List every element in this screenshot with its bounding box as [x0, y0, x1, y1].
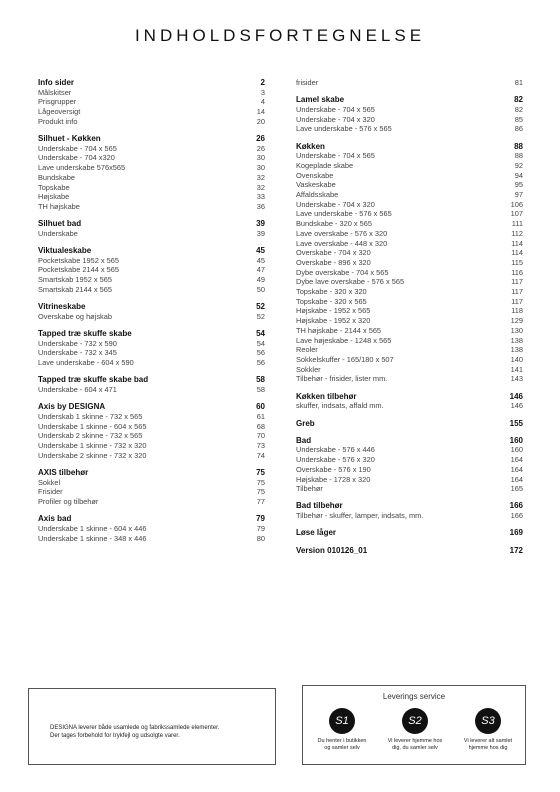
toc-entry-label: Underskabe [38, 228, 78, 238]
toc-entry-label: Underskabe - 732 x 345 [38, 348, 117, 358]
toc-section-heading[interactable] [296, 419, 523, 429]
toc-entry-page: 47 [256, 265, 265, 275]
toc-heading-page: 155 [509, 418, 523, 428]
toc-entry-page: 138 [510, 345, 523, 355]
toc-entry[interactable] [38, 144, 265, 154]
toc-heading-page: 79 [256, 514, 265, 524]
toc-entry[interactable] [296, 374, 523, 384]
service-s2 [380, 708, 450, 752]
toc-heading-label: Silhuet bad [38, 219, 82, 229]
toc-entry-label: Overskabe - 704 x 320 [296, 248, 371, 258]
toc-section-heading[interactable] [296, 501, 523, 511]
toc-entry-label: Prisgrupper [38, 97, 77, 107]
toc-entry-label: Lave overskabe - 448 x 320 [296, 238, 388, 248]
toc-entry[interactable] [38, 275, 265, 285]
toc-entry-label: Overskabe - 576 x 190 [296, 464, 371, 474]
toc-entry-label: Topskabe - 320 x 565 [296, 296, 367, 306]
toc-entry-label: skuffer, indsats, affald mm. [296, 401, 384, 411]
caption-line: dig, du samler selv [392, 745, 438, 751]
toc-entry-label: TH højskabe [38, 201, 80, 211]
caption-line: og samler selv [324, 745, 360, 751]
toc-entry-label: Frisider [38, 487, 63, 497]
toc-entry-page: 73 [256, 441, 265, 450]
toc-entry-label: Tilbehør [296, 484, 323, 494]
toc-entry[interactable] [296, 115, 523, 125]
toc-entry-label: Topskabe [38, 182, 70, 192]
toc-heading-label: Silhuet - Køkken [38, 134, 101, 144]
service-s3 [453, 708, 523, 752]
toc-entry[interactable] [38, 88, 265, 98]
toc-entry-label: Pocketskabe 2144 x 565 [38, 265, 119, 275]
toc-entry[interactable] [38, 183, 265, 193]
toc-section [296, 546, 523, 556]
toc-section [38, 134, 265, 212]
toc-section [296, 501, 523, 520]
toc-entry[interactable] [38, 385, 265, 395]
service-caption [380, 738, 450, 752]
toc-entry-label: Højskabe - 1952 x 320 [296, 316, 371, 326]
toc-entry-label: Overskabe og højskab [38, 311, 112, 321]
toc-entry-label: Dybe overskabe - 704 x 565 [296, 267, 389, 277]
toc-heading-label: Info sider [38, 78, 75, 87]
toc-entry[interactable] [296, 171, 523, 181]
toc-entry[interactable] [38, 265, 265, 275]
toc-entry[interactable] [38, 358, 265, 368]
toc-entry-page: 77 [256, 497, 265, 507]
toc-entry-page: 111 [511, 219, 523, 229]
toc-heading-label: Axis by DESIGNA [38, 402, 106, 412]
toc-entry-label: Sokkelskuffer - 165/180 x 507 [296, 354, 394, 364]
toc-entry-label: Tilbehør - skuffer, lamper, indsats, mm. [296, 511, 424, 521]
notice-line-1: DESIGNA leverer både usamlede og fabrikssamlede elementer. [50, 725, 220, 731]
toc-heading-label: Vitrineskabe [38, 302, 86, 312]
caption-line: hjemme hos dig [468, 745, 508, 751]
toc-heading-label: Bad tilbehør [296, 501, 343, 511]
toc-entry-label: Topskabe - 320 x 320 [296, 287, 367, 297]
toc-entry-page: 106 [510, 199, 523, 209]
toc-entry-label: Højskabe - 1728 x 320 [296, 474, 371, 484]
toc-entry-page: 92 [514, 160, 523, 170]
toc-entry-page: 116 [511, 267, 523, 277]
toc-entry[interactable] [38, 117, 265, 127]
toc-entry-page: 3 [260, 87, 265, 97]
toc-right-column [296, 78, 523, 563]
toc-section [38, 329, 265, 368]
toc-entry-label: Underskabe - 704 x 320 [296, 114, 375, 124]
toc-entry[interactable] [296, 200, 523, 210]
toc-entry[interactable] [38, 487, 265, 497]
toc-entry[interactable] [296, 297, 523, 307]
toc-entry-page: 141 [510, 364, 523, 374]
toc-entry-page: 56 [256, 348, 265, 358]
toc-entry-page: 97 [514, 190, 523, 200]
toc-entry-page: 95 [514, 180, 523, 190]
toc-entry-label: Tilbehør - frisider, lister mm. [296, 374, 388, 384]
toc-entry-page: 115 [511, 257, 523, 267]
toc-entry-label: Underskabe 2 skinne - 732 x 320 [38, 450, 147, 460]
toc-section [38, 219, 265, 238]
toc-entry-page: 20 [256, 116, 265, 126]
toc-section-heading[interactable] [296, 392, 523, 402]
toc-entry[interactable] [38, 478, 265, 488]
toc-entry[interactable] [296, 209, 523, 219]
toc-entry-label: Smartskab 1952 x 565 [38, 275, 112, 285]
toc-section [296, 95, 523, 134]
toc-entry-page: 30 [256, 163, 265, 173]
toc-entry[interactable] [296, 229, 523, 239]
toc-heading-label: Axis bad [38, 514, 72, 524]
toc-heading-label: Lamel skabe [296, 95, 345, 105]
toc-entry-page: 50 [256, 284, 265, 294]
notice-text [50, 724, 219, 740]
toc-entry-label: Affaldsskabe [296, 190, 339, 200]
toc-heading-label: Køkken tilbehør [296, 391, 357, 401]
toc-entry-label: Pocketskabe 1952 x 565 [38, 255, 119, 265]
toc-entry-page: 114 [511, 248, 523, 258]
toc-entry-label: Sokkler [296, 364, 321, 374]
toc-entry-page: 129 [510, 316, 523, 326]
toc-section [38, 78, 265, 127]
toc-entry-page: 49 [256, 275, 265, 285]
toc-entry[interactable] [296, 336, 523, 346]
toc-heading-label: Version 010126_01 [296, 545, 368, 555]
toc-entry-page: 112 [511, 228, 523, 238]
toc-entry[interactable] [38, 163, 265, 173]
toc-entry-page: 114 [511, 238, 523, 248]
toc-entry-label: Underskabe 1 skinne - 732 x 320 [38, 441, 147, 450]
toc-entry-label: Underskabe - 576 x 446 [296, 445, 375, 455]
toc-entry-page: 80 [256, 533, 265, 543]
page-title: INDHOLDSFORTEGNELSE [134, 26, 426, 45]
toc-section-heading[interactable] [296, 142, 523, 152]
toc-entry-page: 117 [511, 277, 523, 287]
toc-entry-label: Underskabe - 704 x320 [38, 153, 115, 163]
toc-entry-page: 160 [510, 445, 523, 455]
toc-entry-page: 14 [256, 107, 265, 117]
toc-entry-page: 68 [256, 421, 265, 431]
toc-section-heading[interactable] [38, 302, 265, 312]
toc-entry-page: 107 [510, 209, 523, 219]
toc-heading-page: 2 [260, 78, 265, 87]
toc-entry[interactable] [296, 277, 523, 287]
toc-entry[interactable] [296, 345, 523, 355]
toc-entry[interactable] [296, 151, 523, 161]
service-caption [453, 738, 523, 752]
toc-entry[interactable] [296, 401, 523, 411]
toc-entry-label: Underskab 1 skinne - 732 x 565 [38, 411, 143, 421]
toc-entry-page: 88 [514, 151, 523, 161]
toc-entry-page: 75 [256, 477, 265, 487]
toc-section-heading[interactable] [296, 95, 523, 105]
toc-heading-page: 166 [509, 501, 523, 511]
toc-heading-page: 39 [256, 219, 265, 229]
toc-entry[interactable] [296, 316, 523, 326]
notice-box [28, 688, 276, 765]
toc-entry-label: Målskitser [38, 87, 72, 97]
toc-entry[interactable] [296, 484, 523, 494]
toc-heading-page: 160 [509, 435, 523, 445]
toc-entry-page: 75 [256, 487, 265, 497]
toc-entry[interactable] [38, 441, 265, 451]
toc-heading-page: 146 [509, 391, 523, 401]
levering-box [302, 685, 526, 765]
toc-section-heading[interactable] [296, 546, 523, 556]
toc-entry[interactable] [296, 445, 523, 455]
toc-entry-label: Højskabe [38, 192, 70, 202]
toc-heading-page: 54 [256, 328, 265, 338]
toc-entry-page: 74 [256, 450, 265, 460]
toc-entry-page: 52 [256, 311, 265, 321]
toc-section-heading[interactable] [38, 78, 265, 88]
toc-entry-page: 4 [260, 97, 265, 107]
toc-entry[interactable] [38, 202, 265, 212]
toc-entry-label: Bundskabe [38, 172, 75, 182]
toc-heading-page: 82 [514, 95, 523, 105]
toc-section [38, 402, 265, 460]
toc-entry[interactable] [296, 306, 523, 316]
toc-entry[interactable] [296, 465, 523, 475]
toc-entry-page: 140 [510, 354, 523, 364]
toc-entry[interactable] [296, 105, 523, 115]
toc-entry[interactable] [38, 348, 265, 358]
toc-entry-label: Højskabe - 1952 x 565 [296, 306, 371, 316]
toc-entry-page: 56 [256, 358, 265, 368]
toc-entry[interactable] [38, 285, 265, 295]
toc-heading-label: Viktualeskabe [38, 246, 92, 256]
toc-entry[interactable] [38, 412, 265, 422]
toc-section [38, 246, 265, 295]
toc-entry-page: 94 [514, 170, 523, 180]
toc-section [296, 436, 523, 494]
toc-entry-page: 166 [510, 511, 523, 521]
toc-entry-label: Overskabe - 896 x 320 [296, 257, 371, 267]
toc-heading-page: 169 [509, 528, 523, 538]
toc-heading-label: Løse låger [296, 528, 337, 538]
toc-entry-page: 45 [256, 255, 265, 265]
toc-entry-page: 70 [256, 431, 265, 441]
toc-entry-page: 164 [510, 474, 523, 484]
toc-entry-page: 165 [510, 484, 523, 494]
toc-entry-label: Bundskabe - 320 x 565 [296, 219, 373, 229]
toc-entry-label: Underskabe 1 skinne - 604 x 446 [38, 523, 147, 533]
toc-heading-label: Køkken [296, 141, 325, 151]
toc-entry[interactable] [38, 153, 265, 163]
toc-left-column [38, 78, 265, 551]
service-s1 [307, 708, 377, 752]
toc-heading-page: 45 [256, 246, 265, 256]
toc-section-heading[interactable] [296, 436, 523, 446]
toc-entry[interactable] [38, 524, 265, 534]
toc-entry-label: Dybe lave overskabe - 576 x 565 [296, 277, 405, 287]
toc-entry-page: 130 [510, 325, 523, 335]
toc-entry-label: Underskabe - 704 x 565 [296, 151, 375, 161]
toc-heading-page: 172 [509, 545, 523, 555]
toc-entry[interactable] [296, 78, 523, 88]
toc-entry[interactable] [38, 97, 265, 107]
toc-entry-label: Lave højeskabe - 1248 x 565 [296, 335, 392, 345]
toc-entry-label: Smartskab 2144 x 565 [38, 284, 112, 294]
toc-heading-page: 58 [256, 375, 265, 385]
toc-entry-page: 118 [511, 306, 523, 316]
caption-line: Du henter i butikken [317, 738, 367, 744]
toc-entry-page: 117 [511, 296, 523, 306]
caption-line: Vi leverer hjemme hos [387, 738, 443, 744]
toc-heading-page: 88 [514, 141, 523, 151]
toc-section [296, 419, 523, 429]
toc-entry-page: 82 [514, 104, 523, 114]
toc-entry[interactable] [296, 124, 523, 134]
toc-entry-page: 32 [256, 182, 265, 192]
toc-entry[interactable] [296, 455, 523, 465]
toc-entry-label: Produkt info [38, 116, 78, 126]
s1-badge-icon: S1 [329, 708, 355, 734]
toc-entry-page: 85 [514, 114, 523, 124]
toc-entry[interactable] [38, 534, 265, 544]
toc-entry-page: 143 [510, 374, 523, 384]
toc-entry-page: 54 [256, 338, 265, 348]
toc-entry[interactable] [38, 431, 265, 441]
toc-entry-label: Lave overskabe - 576 x 320 [296, 228, 388, 238]
toc-entry-page: 164 [510, 455, 523, 465]
toc-entry-label: Lave underskabe - 576 x 565 [296, 124, 392, 134]
toc-entry-label: Vaskeskabe [296, 180, 336, 190]
toc-entry-page: 117 [511, 287, 523, 297]
toc-entry[interactable] [296, 190, 523, 200]
toc-entry[interactable] [38, 497, 265, 507]
toc-section-heading[interactable] [38, 514, 265, 524]
toc-heading-label: Tapped træ skuffe skabe [38, 328, 132, 338]
toc-entry[interactable] [296, 219, 523, 229]
toc-heading-label: Greb [296, 418, 315, 428]
toc-section-heading[interactable] [38, 375, 265, 385]
s2-badge-icon: S2 [402, 708, 428, 734]
toc-entry[interactable] [296, 268, 523, 278]
toc-entry-label: Underskabe - 732 x 590 [38, 338, 117, 348]
toc-section-heading[interactable] [38, 402, 265, 412]
toc-entry-page: 164 [510, 464, 523, 474]
toc-entry-label: Underskabe 1 skinne - 604 x 565 [38, 421, 147, 431]
toc-entry[interactable] [38, 173, 265, 183]
toc-entry[interactable] [296, 161, 523, 171]
toc-entry-page: 61 [256, 411, 265, 421]
toc-entry-label: Profiler og tilbehør [38, 497, 99, 507]
toc-entry[interactable] [38, 312, 265, 322]
toc-entry-label: frisider [296, 78, 319, 87]
toc-entry[interactable] [296, 180, 523, 190]
toc-entry-page: 58 [256, 384, 265, 394]
toc-entry-label: Lave underskabe - 576 x 565 [296, 209, 392, 219]
toc-entry[interactable] [296, 355, 523, 365]
caption-line: Vi leverer alt samlet [463, 738, 513, 744]
toc-entry[interactable] [296, 239, 523, 249]
toc-entry[interactable] [38, 256, 265, 266]
toc-entry-page: 81 [514, 78, 523, 87]
toc-entry-label: Sokkel [38, 477, 61, 487]
toc-section [38, 514, 265, 543]
toc-entry-label: Underskab 2 skinne - 732 x 565 [38, 431, 143, 441]
toc-entry-label: Lave underskabe 576x565 [38, 163, 126, 173]
service-caption [307, 738, 377, 752]
toc-entry-label: Underskabe 1 skinne - 348 x 446 [38, 533, 147, 543]
toc-entry-page: 39 [256, 228, 265, 238]
toc-section [296, 392, 523, 411]
toc-entry-page: 79 [256, 523, 265, 533]
toc-section-heading[interactable] [296, 528, 523, 538]
toc-entry-label: Underskabe - 704 x 565 [296, 104, 375, 114]
toc-entry[interactable] [296, 475, 523, 485]
toc-entry[interactable] [296, 248, 523, 258]
toc-section [296, 142, 523, 385]
toc-heading-page: 75 [256, 467, 265, 477]
toc-section [296, 528, 523, 538]
toc-section-heading[interactable] [38, 329, 265, 339]
toc-entry[interactable] [38, 229, 265, 239]
toc-section [296, 78, 523, 88]
toc-entry-label: Lågeoversigt [38, 107, 81, 117]
toc-entry[interactable] [296, 258, 523, 268]
toc-entry-label: Lave underskabe - 604 x 590 [38, 358, 134, 368]
toc-entry[interactable] [38, 192, 265, 202]
toc-heading-label: AXIS tilbehør [38, 467, 89, 477]
toc-heading-label: Tapped træ skuffe skabe bad [38, 375, 149, 385]
notice-line-2: Der tages forbehold for trykfejl og udsolgte varer. [50, 733, 180, 739]
toc-heading-page: 60 [256, 402, 265, 412]
toc-entry-label: Ovenskabe [296, 170, 334, 180]
toc-heading-page: 26 [256, 134, 265, 144]
toc-section-heading[interactable] [38, 468, 265, 478]
toc-section-heading[interactable] [38, 219, 265, 229]
toc-entry[interactable] [38, 339, 265, 349]
toc-heading-page: 52 [256, 302, 265, 312]
toc-section [38, 468, 265, 507]
s3-badge-icon: S3 [475, 708, 501, 734]
toc-entry-page: 33 [256, 192, 265, 202]
toc-entry[interactable] [38, 422, 265, 432]
toc-entry-page: 86 [514, 124, 523, 134]
toc-entry-page: 146 [510, 401, 523, 411]
toc-entry-label: Underskabe - 604 x 471 [38, 384, 117, 394]
toc-entry-label: Underskabe - 576 x 320 [296, 455, 375, 465]
toc-heading-label: Bad [296, 435, 312, 445]
toc-entry[interactable] [38, 107, 265, 117]
toc-entry-label: Reoler [296, 345, 318, 355]
toc-entry-label: Kogeplade skabe [296, 160, 354, 170]
toc-entry-page: 36 [256, 201, 265, 211]
toc-entry[interactable] [38, 451, 265, 461]
toc-entry-label: Underskabe - 704 x 320 [296, 199, 375, 209]
toc-section-heading[interactable] [38, 134, 265, 144]
toc-section-heading[interactable] [38, 246, 265, 256]
toc-entry-page: 30 [256, 153, 265, 163]
toc-entry[interactable] [296, 287, 523, 297]
toc-entry[interactable] [296, 365, 523, 375]
toc-entry-label: Underskabe - 704 x 565 [38, 143, 117, 153]
toc-entry[interactable] [296, 326, 523, 336]
toc-entry-label: TH højskabe - 2144 x 565 [296, 325, 382, 335]
toc-entry-page: 26 [256, 143, 265, 153]
toc-entry-page: 32 [256, 172, 265, 182]
toc-section [38, 375, 265, 394]
toc-entry[interactable] [296, 511, 523, 521]
toc-section [38, 302, 265, 321]
levering-title: Leverings service [382, 692, 446, 701]
toc-entry-page: 138 [510, 335, 523, 345]
